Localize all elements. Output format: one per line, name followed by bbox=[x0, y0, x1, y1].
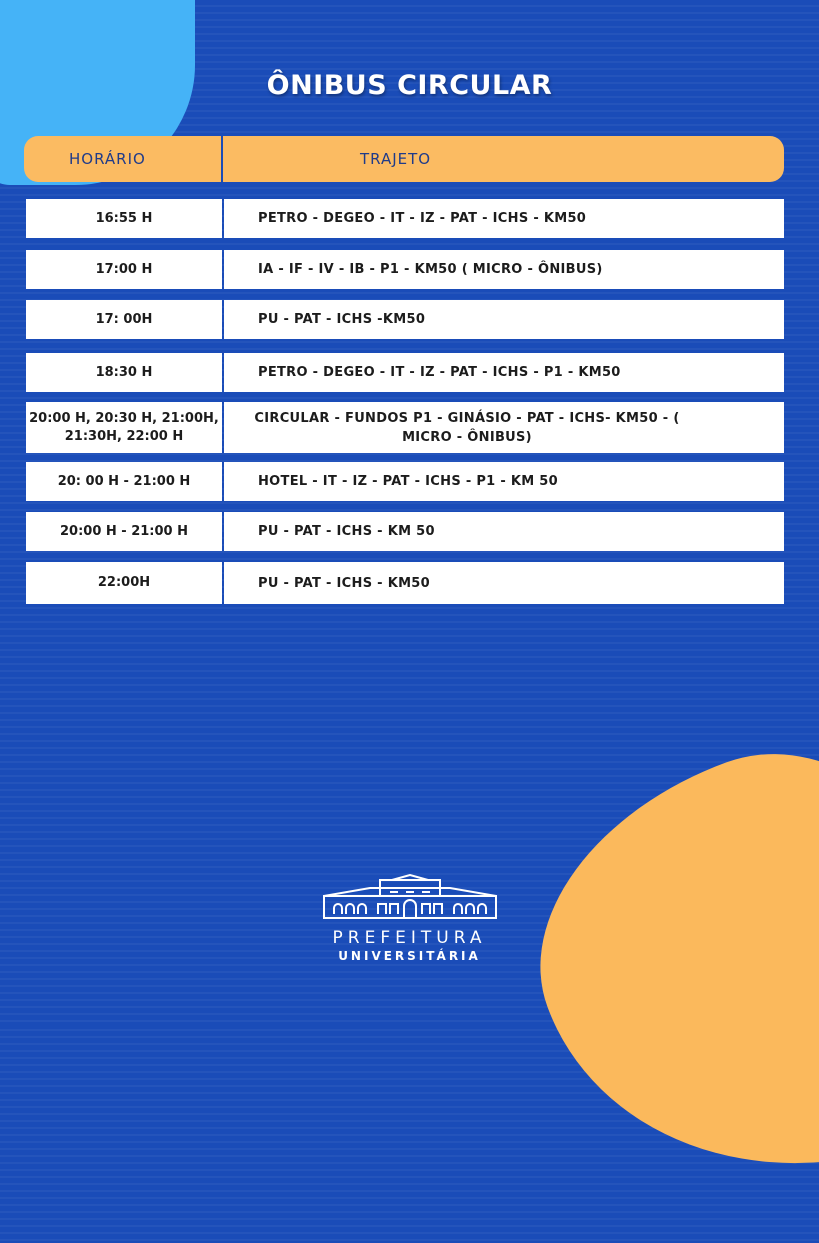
row-time: 20:00 H - 21:00 H bbox=[26, 512, 222, 551]
table-row bbox=[26, 402, 784, 453]
row-route bbox=[224, 250, 784, 289]
row-route bbox=[224, 512, 784, 551]
row-route bbox=[224, 462, 784, 501]
logo-line-2: UNIVERSITÁRIA bbox=[338, 949, 481, 963]
row-time: 20: 00 H - 21:00 H bbox=[26, 462, 222, 501]
header-route: TRAJETO bbox=[360, 150, 432, 168]
row-route-text: PETRO - DEGEO - IT - IZ - PAT - ICHS - P1 - KM50 bbox=[258, 365, 621, 380]
row-route-text: PU - PAT - ICHS -KM50 bbox=[258, 312, 426, 327]
page-title: ÔNIBUS CIRCULAR bbox=[266, 70, 553, 101]
row-route-text: PU - PAT - ICHS - KM50 bbox=[258, 575, 431, 591]
table-row bbox=[26, 512, 784, 551]
row-route bbox=[224, 402, 784, 453]
table-row bbox=[26, 462, 784, 501]
building-icon bbox=[320, 874, 500, 922]
row-route-text: IA - IF - IV - IB - P1 - KM50 ( MICRO - ÔNIBUS) bbox=[258, 262, 603, 277]
row-route-text: PETRO - DEGEO - IT - IZ - PAT - ICHS - KM50 bbox=[258, 211, 587, 226]
row-time: 17:00 H bbox=[26, 250, 222, 289]
row-time: 20:00 H, 20:30 H, 21:00H, 21:30H, 22:00 H bbox=[26, 402, 222, 453]
header-time: HORÁRIO bbox=[69, 150, 146, 168]
row-route bbox=[224, 353, 784, 392]
row-time: 17: 00H bbox=[26, 300, 222, 339]
row-time: 16:55 H bbox=[26, 199, 222, 238]
table-row bbox=[26, 562, 784, 604]
row-route-text: PU - PAT - ICHS - KM 50 bbox=[258, 524, 435, 539]
table-row bbox=[26, 353, 784, 392]
prefeitura-logo bbox=[0, 874, 819, 963]
table-row bbox=[26, 250, 784, 289]
table-row bbox=[26, 199, 784, 238]
row-time: 22:00H bbox=[26, 562, 222, 604]
row-time: 18:30 H bbox=[26, 353, 222, 392]
logo-line-1: PREFEITURA bbox=[332, 928, 487, 948]
row-route-text: CIRCULAR - FUNDOS P1 - GINÁSIO - PAT - ICHS- KM50 - ( MICRO - ÔNIBUS) bbox=[254, 410, 680, 445]
row-route bbox=[224, 199, 784, 238]
row-route bbox=[224, 562, 784, 604]
table-row bbox=[26, 300, 784, 339]
row-route bbox=[224, 300, 784, 339]
row-route-text: HOTEL - IT - IZ - PAT - ICHS - P1 - KM 50 bbox=[258, 474, 558, 489]
